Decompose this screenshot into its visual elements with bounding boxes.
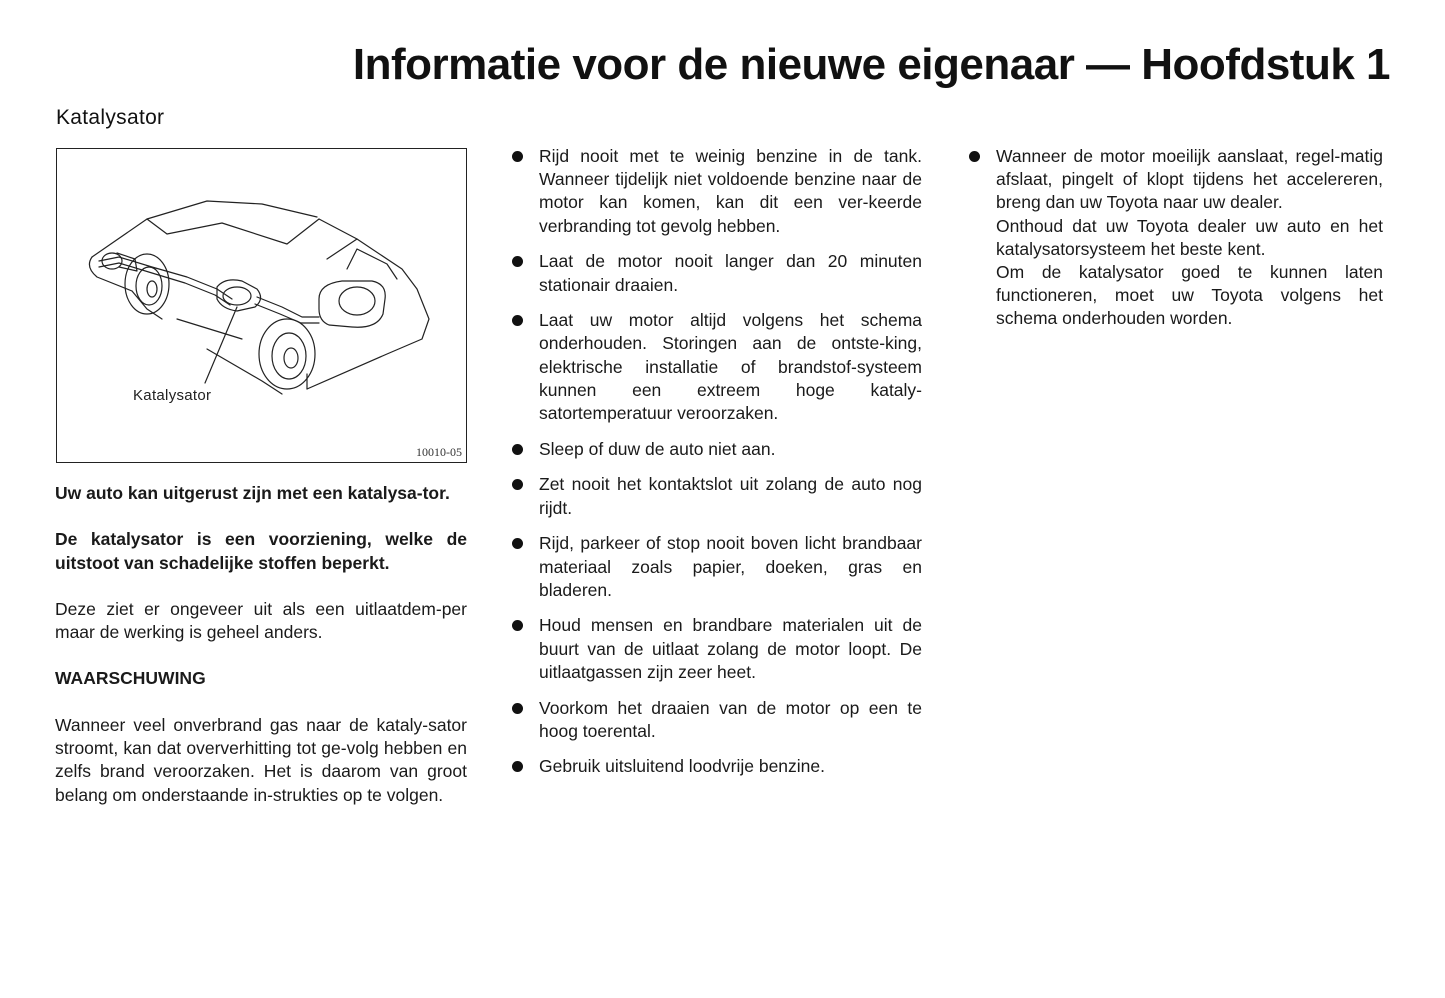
bullet-icon	[512, 479, 523, 490]
bullet-icon	[512, 761, 523, 772]
list-item: Rijd, parkeer of stop nooit boven licht brandbaar materiaal zoals papier, doeken, gras en bladeren.	[510, 532, 922, 602]
list-item: Rijd nooit met te weinig benzine in de tank. Wanneer tijdelijk niet voldoende benzine naar de motor kan komen, kan dit een ver-keerde verbranding tot gevolg hebben.	[510, 145, 922, 238]
warning-text: Wanneer veel onverbrand gas naar de kataly-sator stroomt, kan dat oververhitting tot ge-volg hebben en zelfs brand veroorzaken. Het is daarom van groot belang om onderstaande in-strukties op te volgen.	[55, 714, 467, 805]
figure-code: 10010-05	[416, 445, 462, 459]
bullet-icon	[512, 315, 523, 326]
intro-paragraph-3: Deze ziet er ongeveer uit als een uitlaatdem-per maar de werking is geheel anders.	[55, 598, 467, 643]
bullet-icon	[512, 256, 523, 267]
bullet-icon	[512, 620, 523, 631]
intro-paragraph-1: Uw auto kan uitgerust zijn met een katalysa-tor.	[55, 483, 450, 503]
bullet-icon	[512, 538, 523, 549]
figure-label: Katalysator	[133, 387, 212, 404]
bullet-icon	[512, 444, 523, 455]
dealer-column	[967, 145, 1383, 331]
chapter-title: Informatie voor de nieuwe eigenaar — Hoofdstuk 1	[352, 40, 1390, 89]
intro-paragraph-2: De katalysator is een voorziening, welke de uitstoot van schadelijke stoffen beperkt.	[55, 529, 467, 573]
list-item: Zet nooit het kontaktslot uit zolang de auto nog rijdt.	[510, 473, 922, 519]
list-item: Wanneer de motor moeilijk aanslaat, regel-matig afslaat, pingelt of klopt tijdens het accelereren, breng dan uw Toyota naar uw dealer.	[967, 145, 1383, 215]
warning-heading: WAARSCHUWING	[55, 668, 206, 689]
car-exhaust-illustration	[57, 149, 465, 461]
bullet-icon	[512, 703, 523, 714]
list-item: Laat de motor nooit langer dan 20 minuten stationair draaien.	[510, 250, 922, 296]
dealer-list	[967, 145, 1383, 215]
section-title: Katalysator	[56, 106, 165, 129]
list-item: Gebruik uitsluitend loodvrije benzine.	[510, 755, 922, 778]
bullet-icon	[512, 151, 523, 162]
catalyst-figure	[56, 148, 467, 463]
list-item: Voorkom het draaien van de motor op een te hoog toerental.	[510, 697, 922, 743]
list-item: Houd mensen en brandbare materialen uit de buurt van de uitlaat zolang de motor loopt. De uitlaatgassen zijn zeer heet.	[510, 614, 922, 684]
list-item: Laat uw motor altijd volgens het schema onderhouden. Storingen aan de ontste-king, elektrische installatie of brandstof-systeem kunnen een extreem hoge kataly-satortemperatuur veroorzaken.	[510, 309, 922, 425]
instructions-column	[510, 145, 922, 791]
intro-column	[55, 482, 467, 830]
dealer-note-line-3: Om de katalysator goed te kunnen laten functioneren, moet uw Toyota volgens het schema onderhouden worden.	[996, 262, 1383, 329]
list-item: Sleep of duw de auto niet aan.	[510, 438, 922, 461]
bullet-icon	[969, 151, 980, 162]
instructions-list	[510, 145, 922, 779]
dealer-note-line-2: Onthoud dat uw Toyota dealer uw auto en het katalysatorsysteem het beste kent.	[996, 215, 1383, 259]
